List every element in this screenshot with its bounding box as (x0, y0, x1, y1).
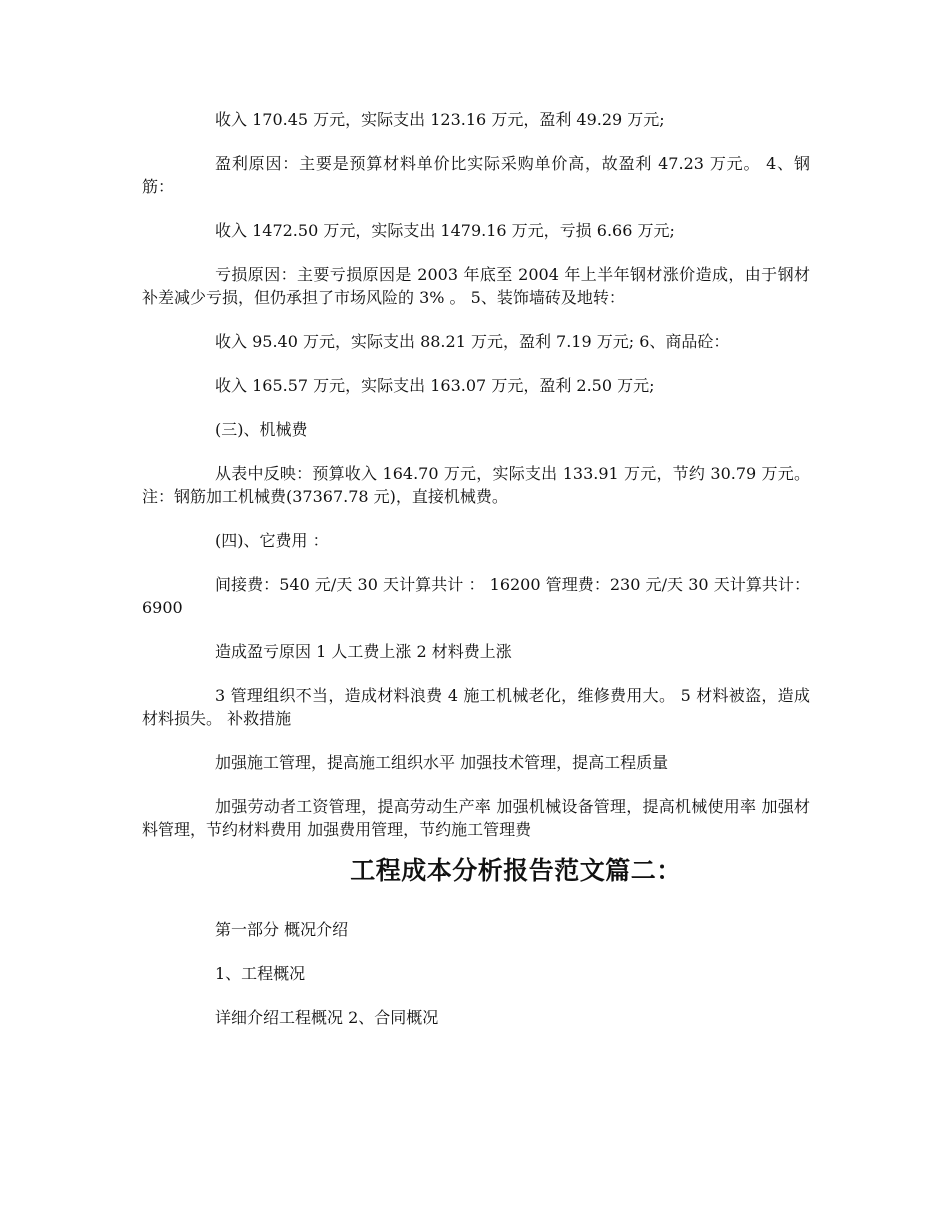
paragraph-measures-2: 加强劳动者工资管理，提高劳动生产率 加强机械设备管理，提高机械使用率 加强材料管理，节约材料费用 加强费用管理，节约施工管理费 (142, 797, 810, 839)
section-heading: 工程成本分析报告范文篇二： (350, 856, 682, 885)
paragraph-causes: 造成盈亏原因 1 人工费上涨 2 材料费上涨 (215, 642, 512, 661)
paragraph-steel-income: 收入 1472.50 万元，实际支出 1479.16 万元，亏损 6.66 万元; (215, 221, 675, 240)
paragraph-measures-1: 加强施工管理，提高施工组织水平 加强技术管理，提高工程质量 (215, 753, 669, 772)
paragraph-profit-reason: 盈利原因：主要是预算材料单价比实际采购单价高，故盈利 47.23 万元。 4、钢筋： (142, 154, 810, 196)
document-body (142, 108, 810, 1050)
paragraph-causes-detail: 3 管理组织不当，造成材料浪费 4 施工机械老化，维修费用大。 5 材料被盗，造成材料损失。 补救措施 (142, 686, 810, 728)
paragraph-loss-reason: 亏损原因：主要亏损原因是 2003 年底至 2004 年上半年钢材涨价造成，由于钢材补差减少亏损，但仍承担了市场风险的 3% 。 5、装饰墙砖及地转： (142, 265, 810, 307)
paragraph-concrete-income: 收入 165.57 万元，实际支出 163.07 万元，盈利 2.50 万元; (215, 376, 655, 395)
paragraph-project-overview: 1、工程概况 (215, 964, 306, 983)
paragraph-machinery-heading: (三)、机械费 (215, 420, 308, 439)
paragraph-other-fees-heading: (四)、它费用 ： (215, 531, 329, 550)
paragraph-machinery-detail: 从表中反映：预算收入 164.70 万元，实际支出 133.91 万元，节约 30.79 万元。 注：钢筋加工机械费(37367.78 元)，直接机械费。 (142, 464, 810, 506)
paragraph-part-one: 第一部分 概况介绍 (215, 920, 349, 939)
paragraph-project-detail: 详细介绍工程概况 2、合同概况 (215, 1008, 439, 1027)
paragraph-indirect-fees: 间接费：540 元/天 30 天计算共计 ： 16200 管理费：230 元/天 30 天计算共计： 6900 (142, 575, 810, 617)
paragraph-tile-income: 收入 95.40 万元，实际支出 88.21 万元，盈利 7.19 万元; 6、商品砼： (215, 332, 730, 351)
paragraph-income-1: 收入 170.45 万元，实际支出 123.16 万元，盈利 49.29 万元; (215, 110, 665, 129)
